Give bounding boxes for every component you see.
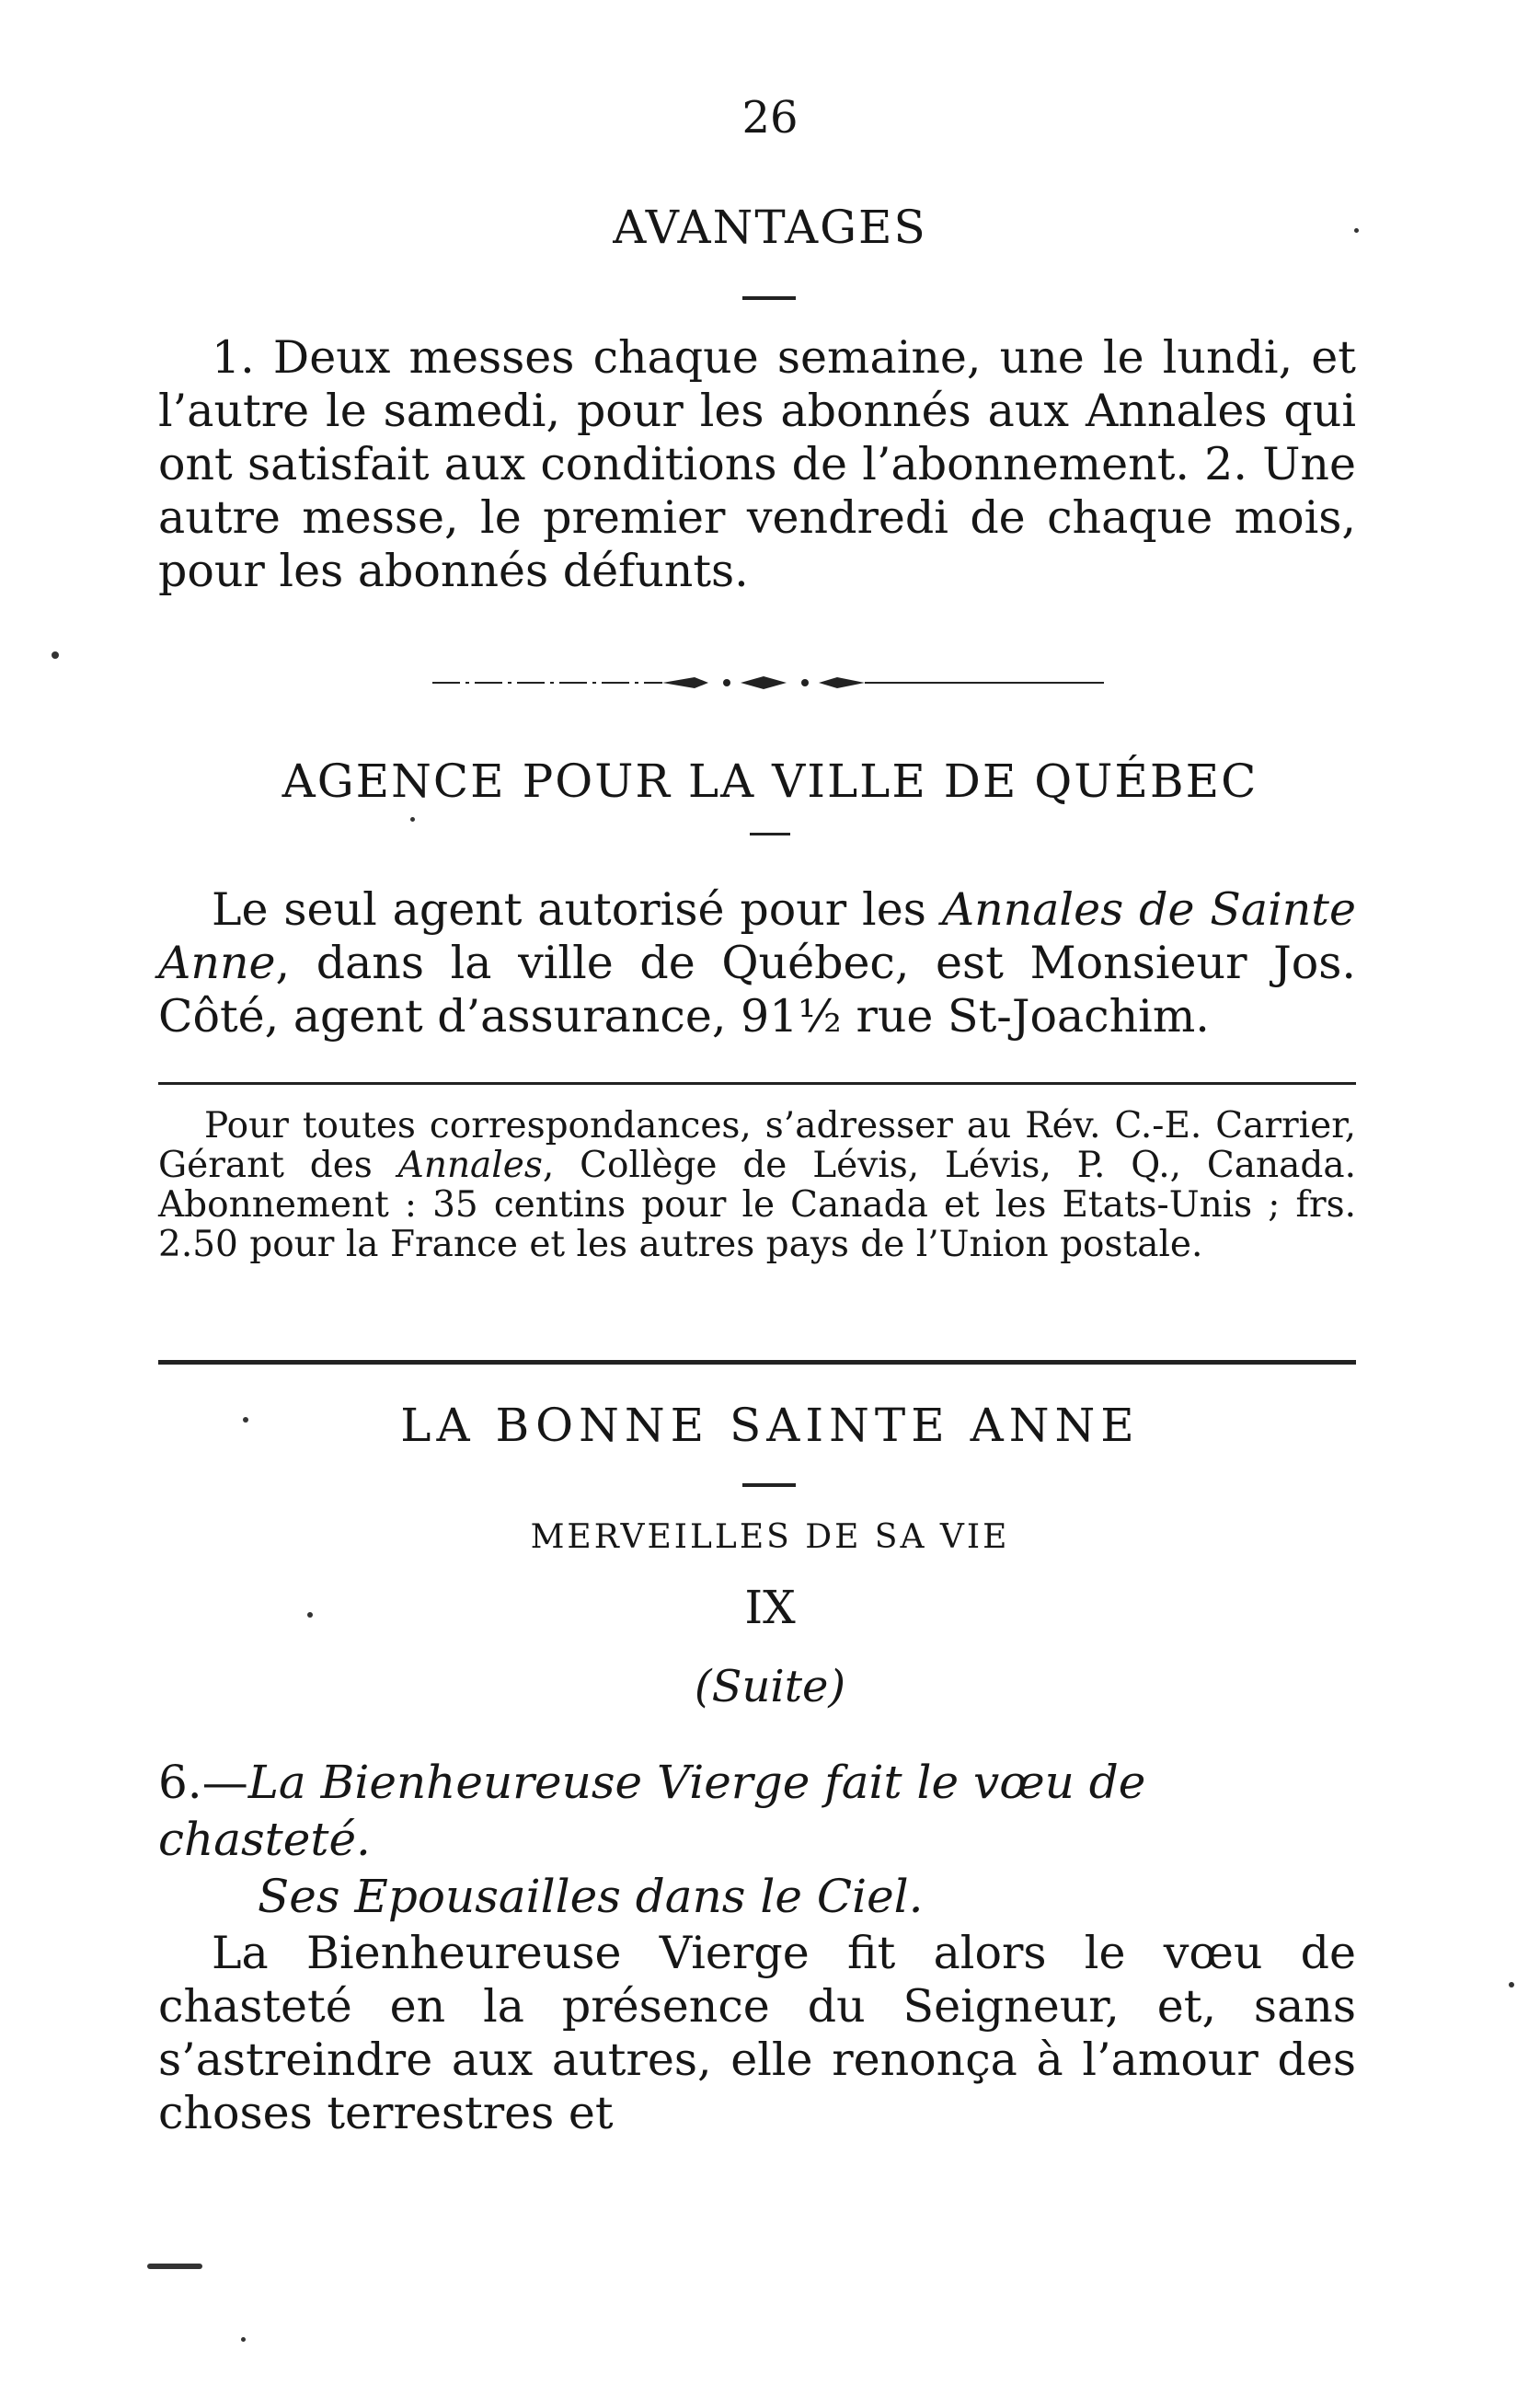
agence-paragraph <box>158 883 1356 1043</box>
scan-speck <box>147 2264 202 2269</box>
ornament-divider <box>432 674 1104 692</box>
chapter-title-line2: Ses Epousailles dans le Ciel. <box>258 1870 924 1923</box>
heading-rule <box>742 1483 796 1487</box>
chapter-title-line1 <box>158 1754 1356 1868</box>
scan-speck <box>307 1612 313 1618</box>
notice-top-rule <box>158 1082 1356 1085</box>
chapter-paragraph: La Bienheureuse Vierge fit alors le vœu de chasteté en la présence du Seigneur, et, sans s’astreindre aux autres, elle renonça à l’amour des choses terrestres et <box>158 1927 1356 2139</box>
subheading-merveilles: MERVEILLES DE SA VIE <box>530 1518 1010 1556</box>
scan-speck <box>243 1417 248 1423</box>
page-number: 26 <box>741 92 799 144</box>
heading-bonne-sainte-anne: LA BONNE SAINTE ANNE <box>400 1399 1140 1452</box>
agence-text-end: , dans la ville de Québec, est Monsieur Jos. Côté, agent d’assurance, 91½ rue St-Joachim. <box>158 937 1356 1043</box>
avantages-block <box>158 331 1356 598</box>
notice-text-end: , Collège de Lévis, Lévis, P. Q., Canada. Abonnement : 35 centins pour le Canada et les Etats-Unis ; frs. 2.50 pour la France et les autres pays de l’Union postale. <box>158 1145 1356 1265</box>
scan-speck <box>1509 1982 1514 1988</box>
scan-speck <box>241 2337 246 2342</box>
heading-rule <box>742 296 796 300</box>
notice-bottom-rule <box>158 1360 1356 1365</box>
agence-text-start: Le seul agent autorisé pour les <box>212 883 942 936</box>
notice-text-start: Pour toutes correspondances, s’adresser au Rév. C.-E. Carrier, Gérant des <box>158 1105 1356 1186</box>
heading-agence: AGENCE POUR LA VILLE DE QUÉBEC <box>282 755 1258 808</box>
suite-label: (Suite) <box>694 1661 846 1712</box>
scan-speck <box>410 817 415 822</box>
avantages-paragraph: 1. Deux messes chaque semaine, une le lundi, et l’autre le samedi, pour les abonnés aux Annales qui ont satisfait aux conditions de l’abonnement. 2. Une autre messe, le premier vendredi de chaque mois, pour les abonnés défunts. <box>158 331 1356 597</box>
agence-block <box>158 883 1356 1043</box>
notice-paragraph <box>158 1106 1356 1264</box>
chapter-roman-numeral: IX <box>744 1581 796 1634</box>
chapter-number: 6.— <box>158 1756 248 1809</box>
notice-block <box>158 1106 1356 1264</box>
annales-title: Annales de Sainte Anne <box>158 883 1356 989</box>
notice-annales: Annales <box>397 1145 543 1186</box>
chapter-body-block <box>158 1927 1356 2140</box>
chapter-title-block <box>158 1754 1356 1925</box>
heading-rule <box>750 833 790 835</box>
scan-speck <box>1354 228 1359 233</box>
chapter-title-text1: La Bienheureuse Vierge fait le vœu de chasteté. <box>158 1756 1146 1866</box>
scan-speck <box>52 651 59 659</box>
heading-avantages: AVANTAGES <box>613 201 927 254</box>
